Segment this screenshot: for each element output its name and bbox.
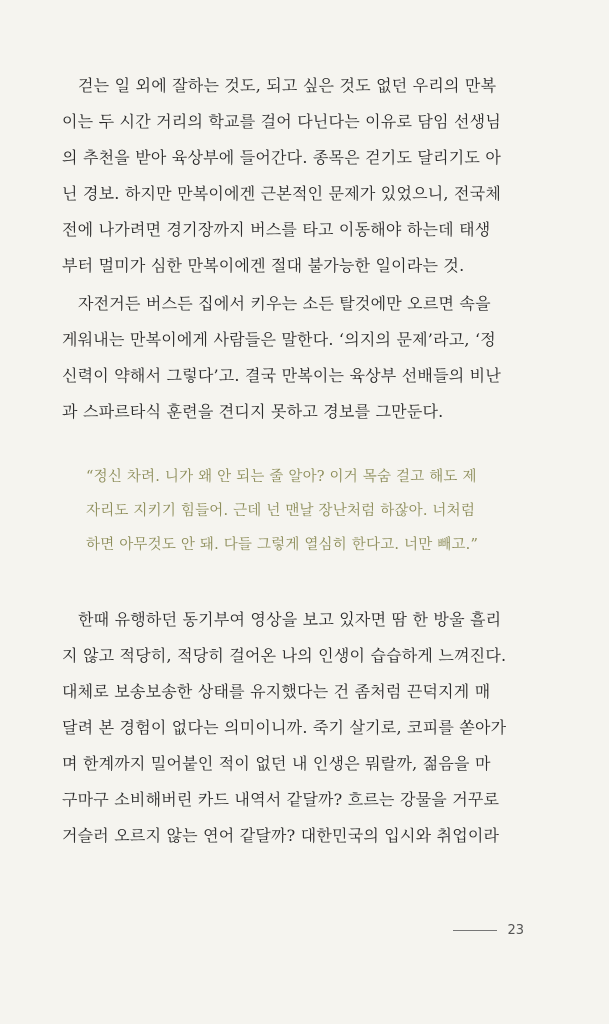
quote-block xyxy=(62,460,544,562)
text-line: 의 추천을 받아 육상부에 들어간다. 종목은 걷기도 달리기도 아 xyxy=(62,148,501,167)
text-line: 대체로 보송보송한 상태를 유지했다는 건 좀처럼 끈덕지게 매 xyxy=(62,682,491,701)
text-line: 거슬러 오르지 않는 연어 같달까? 대한민국의 입시와 취업이라 xyxy=(62,826,500,845)
text-line: 며 한계까지 밀어붙인 적이 없던 내 인생은 뭐랄까, 젊음을 마 xyxy=(62,754,491,773)
quote-line: 자리도 지키기 힘들어. 근데 넌 맨날 장난처럼 하잖아. 너처럼 xyxy=(86,503,476,519)
text-line: 과 스파르타식 훈련을 견디지 못하고 경보를 그만둔다. xyxy=(62,402,444,421)
footer-divider xyxy=(453,930,497,931)
text-line: 닌 경보. 하지만 만복이에겐 근본적인 문제가 있었으니, 전국체 xyxy=(62,184,501,203)
text-line: 구마구 소비해버린 카드 내역서 같달까? 흐르는 강물을 거꾸로 xyxy=(62,790,500,809)
text-line: 부터 멀미가 심한 만복이에겐 절대 불가능한 일이라는 것. xyxy=(62,256,465,275)
paragraph-3 xyxy=(62,602,544,854)
page-number: 23 xyxy=(507,923,524,938)
text-line: 지 않고 적당히, 적당히 걸어온 나의 인생이 습습하게 느껴진다. xyxy=(62,646,507,665)
text-line: 신력이 약해서 그렇다’고. 결국 만복이는 육상부 선배들의 비난 xyxy=(62,366,501,385)
paragraph-1 xyxy=(62,68,544,284)
paragraph-2 xyxy=(62,286,544,430)
text-line: 달려 본 경험이 없다는 의미이니까. 죽기 살기로, 코피를 쏟아가 xyxy=(62,718,507,737)
quote-line: “정신 차려. 니가 왜 안 되는 줄 알아? 이거 목숨 걸고 해도 제 xyxy=(86,469,477,485)
text-line: 게워내는 만복이에게 사람들은 말한다. ‘의지의 문제’라고, ‘정 xyxy=(62,330,496,349)
text-line: 한때 유행하던 동기부여 영상을 보고 있자면 땀 한 방울 흘리 xyxy=(78,610,502,629)
page-footer xyxy=(453,923,524,938)
text-line: 걷는 일 외에 잘하는 것도, 되고 싶은 것도 없던 우리의 만복 xyxy=(78,76,497,95)
quote-line: 하면 아무것도 안 돼. 다들 그렇게 열심히 한다고. 너만 빼고.” xyxy=(86,537,479,553)
text-line: 자전거든 버스든 집에서 키우는 소든 탈것에만 오르면 속을 xyxy=(78,294,491,313)
text-line: 이는 두 시간 거리의 학교를 걸어 다닌다는 이유로 담임 선생님 xyxy=(62,112,501,131)
text-line: 전에 나가려면 경기장까지 버스를 타고 이동해야 하는데 태생 xyxy=(62,220,491,239)
